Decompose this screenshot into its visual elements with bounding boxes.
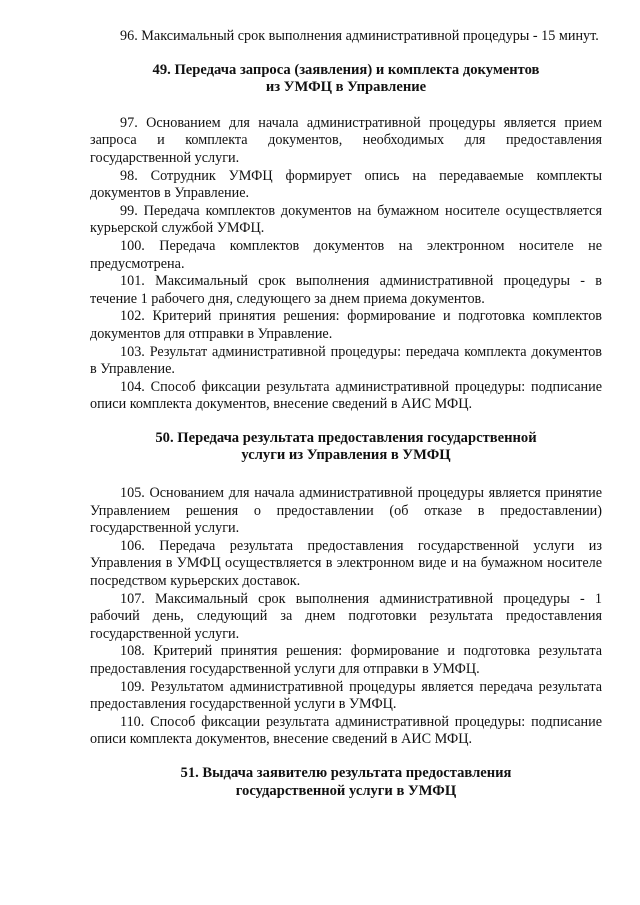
paragraph-100: 100. Передача комплектов документов на электронном носителе не предусмотрена.	[90, 237, 602, 272]
paragraph-109: 109. Результатом административной процедуры является передача результата предоставления государственной услуги в УМФЦ.	[90, 678, 602, 713]
spacer	[90, 46, 602, 62]
paragraph-102: 102. Критерий принятия решения: формирование и подготовка комплектов документов для отправки в Управление.	[90, 308, 602, 342]
paragraph-107: 107. Максимальный срок выполнения административной процедуры - 1 рабочий день, следующий за днем подготовки результата предоставления государственной услуги.	[90, 590, 602, 642]
section-51-heading-line2: государственной услуги в УМФЦ	[235, 782, 457, 799]
spacer	[90, 97, 602, 115]
paragraph-101: 101. Максимальный срок выполнения административной процедуры - в течение 1 рабочего дня, следующего за днем приема документов.	[90, 273, 602, 307]
paragraph-108: 108. Критерий принятия решения: формирование и подготовка результата предоставления государственной услуги для отправки в УМФЦ.	[90, 643, 602, 677]
paragraph-97: 97. Основанием для начала административной процедуры является прием запроса и комплекта документов, необходимых для предоставления государственной услуги.	[90, 114, 602, 166]
document-page	[90, 28, 602, 800]
paragraph-104: 104. Способ фиксации результата административной процедуры: подписание описи комплекта документов, внесение сведений в АИС МФЦ.	[90, 378, 602, 413]
section-50-body	[90, 485, 602, 749]
section-51-heading-line1: 51. Выдача заявителю результата предоставления	[180, 764, 512, 781]
section-49-heading-line1: 49. Передача запроса (заявления) и комплекта документов	[152, 61, 540, 78]
paragraph-106: 106. Передача результата предоставления государственной услуги из Управления в УМФЦ осуществляется в электронном виде и на бумажном носителе посредством курьерских доставок.	[90, 537, 602, 590]
section-49-body	[90, 115, 602, 414]
spacer	[90, 414, 602, 430]
paragraph-98: 98. Сотрудник УМФЦ формирует опись на передаваемые комплекты документов в Управление.	[90, 167, 602, 202]
spacer	[90, 465, 602, 485]
paragraph-99: 99. Передача комплектов документов на бумажном носителе осуществляется курьерской службой УМФЦ.	[90, 202, 602, 237]
section-50-heading	[90, 430, 602, 465]
spacer	[90, 749, 602, 765]
section-49-heading-line2: из УМФЦ в Управление	[265, 79, 427, 96]
paragraph-105: 105. Основанием для начала административной процедуры является принятие Управлением решения о предоставлении (об отказе в предоставлении) государственной услуги.	[90, 485, 602, 537]
section-50-heading-line2: услуги из Управления в УМФЦ	[241, 447, 451, 464]
paragraph-96: 96. Максимальный срок выполнения административной процедуры - 15 минут.	[120, 28, 599, 44]
paragraph-103: 103. Результат административной процедуры: передача комплекта документов в Управление.	[90, 343, 602, 378]
section-50-heading-line1: 50. Передача результата предоставления государственной	[155, 429, 537, 446]
paragraph-110: 110. Способ фиксации результата административной процедуры: подписание описи комплекта документов, внесение сведений в АИС МФЦ.	[90, 713, 602, 748]
section-51-heading	[90, 765, 602, 800]
section-49-heading	[90, 62, 602, 97]
